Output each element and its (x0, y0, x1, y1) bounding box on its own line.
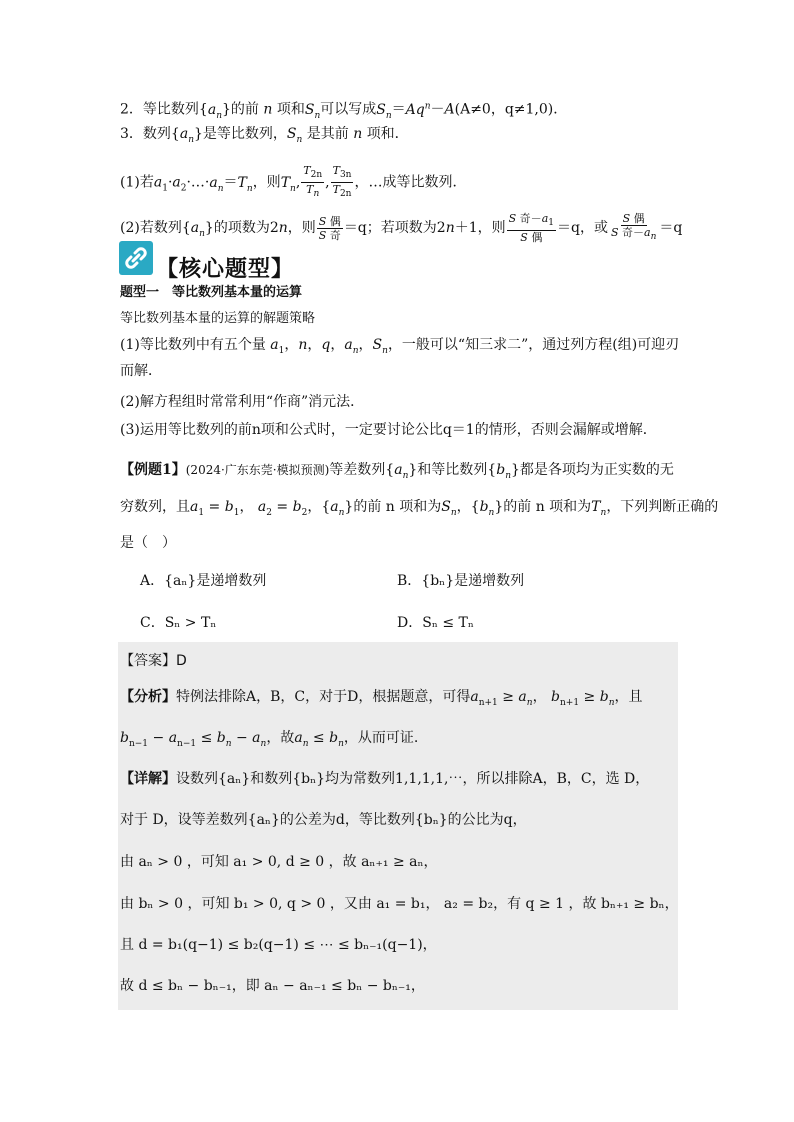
chain-link-icon (119, 241, 153, 275)
text: ，则 (287, 220, 316, 237)
text: (2)若数列{ (120, 220, 191, 237)
text: ，从而可证. (343, 730, 419, 746)
text: ，下列判断正确的 (606, 499, 719, 515)
analysis-line-1: 【分析】特例法排除A，B，C，对于D，根据题意，可得$a_{n+1} \ge a_n$， $b_{n+1} \ge b_n$，且 (120, 689, 643, 708)
text: ＝q；若项数为2 (343, 220, 446, 237)
analysis-line-2: $b_{n-1} - a_{n-1} \le b_n - a_n$，故$a_n \le b_n$，从而可证. (120, 730, 419, 749)
text: }是等比数列， (193, 126, 287, 142)
strategy-title: 等比数列基本量的运算的解题策略 (120, 311, 316, 326)
text: 都是各项均为正实数的无 (519, 462, 674, 478)
text: ＝q，或 (556, 220, 608, 237)
option-b[interactable]: B．{bₙ}是递增数列 (397, 573, 525, 589)
type-heading: 题型一 等比数列基本量的运算 (120, 285, 303, 300)
fraction: $\frac{T_{3n}}{T_{2n}}$ (332, 164, 352, 200)
strategy-2: (2)解方程组时常常利用“作商”消元法． (120, 394, 365, 410)
text: 特例法排除A，B，C，对于D，根据题意，可得 (176, 689, 471, 705)
text: 可以写成 (320, 101, 377, 118)
detail-line-5: 且 d = b₁(q−1) ≤ b₂(q−1) ≤ ⋯ ≤ bₙ₋₁(q−1)， (120, 937, 437, 953)
detail-label: 【详解】 (120, 771, 176, 787)
text: 2．等比数列{ (120, 101, 208, 118)
strategy-1-cont: 而解． (120, 363, 162, 379)
section-title: 【核心题型】 (156, 256, 295, 282)
detail-line-2: 对于 D，设等差数列{aₙ}的公差为d，等比数列{bₙ}的公比为q， (120, 812, 527, 828)
fraction: $\frac{T_{2n}}{T_n}$ (303, 164, 323, 200)
text: ，…成等比数列． (354, 174, 467, 191)
example-source: (2024·广东东莞·模拟预测) (185, 463, 330, 477)
property-1: (1)若$a_1\cdot a_2\cdot\dots\cdot a_n=T_n$，则$T_n$, $\frac{T_{2n}}{T_n}$ , $\frac{T_{3n}}{T_{2n}}$ ，…成等比数列． (120, 164, 467, 200)
example-label: 【例题1】 (120, 462, 186, 478)
text: 和等比数列 (417, 462, 488, 478)
strategy-3: (3)运用等比数列的前n项和公式时，一定要讨论公比q＝1的情形，否则会漏解或增解． (120, 422, 657, 438)
detail-line-3: 由 aₙ > 0 ，可知 a₁ > 0, d ≥ 0 ，故 aₙ₊₁ ≥ aₙ， (120, 854, 438, 870)
option-a[interactable]: A．{aₙ}是递增数列 (140, 573, 267, 589)
detail-line-6: 故 d ≤ bₙ − bₙ₋₁，即 aₙ − aₙ₋₁ ≤ bₙ − bₙ₋₁， (120, 978, 425, 994)
detail-line-4: 由 bₙ > 0 ，可知 b₁ > 0, q > 0 ，又由 a₁ = b₁， a₂ = b₂，有 q ≥ 1 ，故 bₙ₊₁ ≥ bₙ， (120, 896, 679, 912)
text: ＋1，则 (454, 220, 506, 237)
option-d[interactable]: D．Sₙ ≤ Tₙ (397, 615, 474, 631)
text: }的前 (221, 101, 259, 118)
option-c[interactable]: C．Sₙ > Tₙ (140, 615, 217, 631)
answer: 【答案】D (120, 653, 187, 669)
text: 的前 n 项和为 (503, 499, 592, 515)
example-line-2: 穷数列，且$a_1 = b_1$， $a_2 = b_2$，$\{a_n\}$的前 n 项和为$S_n$，$\{b_n\}$的前 n 项和为$T_n$，下列判断正确的 (120, 499, 719, 518)
text: 3．数列{ (120, 126, 180, 142)
text: (1)等比数列中有五个量 (120, 337, 266, 353)
text: 项和 (276, 101, 305, 118)
text: (1)若 (120, 174, 154, 191)
fraction: $\frac{\text{S 偶}}{S 奇-a_n}$ (610, 212, 657, 243)
text: ，且 (614, 689, 643, 705)
fraction: $\frac{\text{S 偶}}{\text{S 奇}}$ (318, 214, 341, 242)
property-2: (2)若数列$\{a_n\}$的项数为2n，则 $\frac{\text{S 偶}}{\text{S 奇}}$ ＝q；若项数为2n＋1，则 $\frac{S 奇-a_1}{\text{S 偶}}$ ＝q，或 $\frac{\text{S 偶}}{S 奇-a_n}$ ＝q (120, 212, 683, 245)
example-line-3: 是（ ） (120, 535, 176, 551)
text: 穷数列，且 (120, 499, 190, 515)
analysis-label: 【分析】 (120, 689, 176, 705)
text: ，一般可以“知三求二”，通过列方程(组)可迎刃 (387, 337, 680, 353)
detail-line-1 (120, 769, 649, 789)
item-3: 3．数列$\{a_n\}$是等比数列，$S_n$ 是其前 n 项和． (120, 126, 409, 145)
strategy-1: (1)等比数列中有五个量 $a_1$，n，q，$a_n$，$S_n$，一般可以“知三求二”，通过列方程(组)可迎刃 (120, 337, 680, 356)
example-line-1: 【例题1】(2024·广东东莞·模拟预测)等差数列$\{a_n\}$和等比数列$\{b_n\}$都是各项均为正实数的无 (120, 462, 674, 481)
text: ，则 (252, 174, 281, 191)
text: }的项数为2 (204, 220, 279, 237)
text: ，故 (266, 730, 295, 746)
text: 是其前 (306, 126, 349, 142)
text: (A≠0，q≠1,0)． (454, 101, 568, 118)
text: 项和． (366, 126, 409, 142)
item-2: 2．等比数列$\{a_n\}$的前 n 项和$S_n$可以写成$S_n=Aq^n-A(A\ne 0$，q≠1,0)． (120, 101, 568, 121)
text: 设数列{aₙ}和数列{bₙ}均为常数列1,1,1,1,⋯，所以排除A，B，C，选 D， (176, 771, 650, 787)
text: ＝q (659, 220, 683, 237)
text: 等差数列 (329, 462, 386, 478)
fraction: $\frac{S 奇-a_1}{\text{S 偶}}$ (508, 212, 554, 245)
text: 的前 n 项和为 (353, 499, 442, 515)
